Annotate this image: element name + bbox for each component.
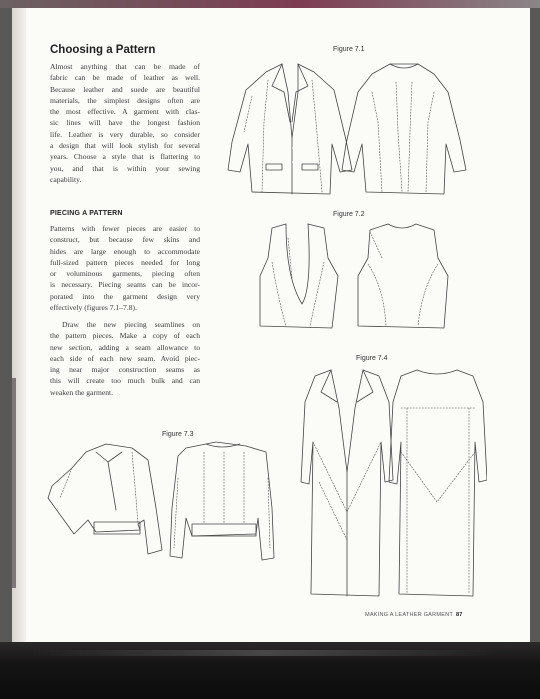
text-line: sic lines will have the longest fashion: [50, 118, 200, 128]
figure-7-3-caption: Figure 7.3: [162, 431, 194, 438]
text-line: full-sized pattern pieces needed for long: [50, 257, 200, 267]
text-line: the most effective. A garment with clas-: [50, 107, 200, 117]
text-line: a design that will look stylish for several: [50, 141, 200, 151]
text-line: each side of each new seam. Avoid piec-: [50, 353, 200, 363]
text-line: this will create too much bulk and can: [50, 376, 200, 386]
text-line: Draw the new piecing seamlines on: [62, 320, 200, 329]
text-line: new section, adding a seam allowance to: [50, 342, 200, 352]
page-number: 87: [456, 612, 463, 618]
text-line: Patterns with fewer pieces are easier to: [50, 224, 200, 233]
text-line: hides are large enough to accommodate: [50, 246, 200, 256]
figure-7-4-caption: Figure 7.4: [356, 355, 388, 362]
text-line: materials, the simplest designs often are: [50, 95, 200, 105]
draw-paragraph: [50, 319, 200, 398]
text-line: years. Choose a style that is flattering to: [50, 152, 200, 162]
text-line: is necessary. Piecing seams can be incor-: [50, 280, 200, 290]
text-line: fabric can be made of leather as well.: [50, 73, 200, 83]
text-line: or voluminous garments, piecing often: [50, 269, 200, 279]
figure-7-2-vest-illustration: [252, 218, 462, 338]
text-line: Almost anything that can be made of: [50, 62, 200, 71]
spine-mark: [12, 378, 16, 588]
text-line: the pattern pieces. Make a copy of each: [50, 331, 200, 341]
text-line: ing near major construction seams as: [50, 365, 200, 375]
subheading: PIECING A PATTERN: [50, 210, 123, 217]
intro-paragraph: [50, 61, 200, 185]
running-head: MAKING A LEATHER GARMENT: [365, 612, 453, 618]
figure-7-2-caption: Figure 7.2: [333, 211, 365, 218]
text-line: life. Leather is very durable, so consider: [50, 129, 200, 139]
text-line: capability.: [50, 174, 82, 184]
section-title: Choosing a Pattern: [50, 44, 156, 56]
figure-7-4-coat-illustration: [297, 362, 487, 602]
text-line: Because leather and suede are beautiful: [50, 84, 200, 94]
piecing-paragraph: [50, 223, 200, 313]
text-line: porated into the garment design very: [50, 291, 200, 301]
figure-7-1-jacket-illustration: [222, 52, 472, 202]
scanner-gloss: [30, 650, 500, 656]
text-line: you, and that is within your sewing: [50, 163, 200, 173]
figure-7-1-caption: Figure 7.1: [333, 46, 365, 53]
figure-7-3-bomber-jacket-illustration: [36, 438, 296, 588]
text-line: construct, but because few skins and: [50, 235, 200, 245]
page-footer: [365, 612, 463, 618]
text-line: effectively (figures 7.1–7.8).: [50, 303, 137, 313]
top-edge-strip: [0, 0, 540, 8]
text-line: weaken the garment.: [50, 387, 114, 397]
